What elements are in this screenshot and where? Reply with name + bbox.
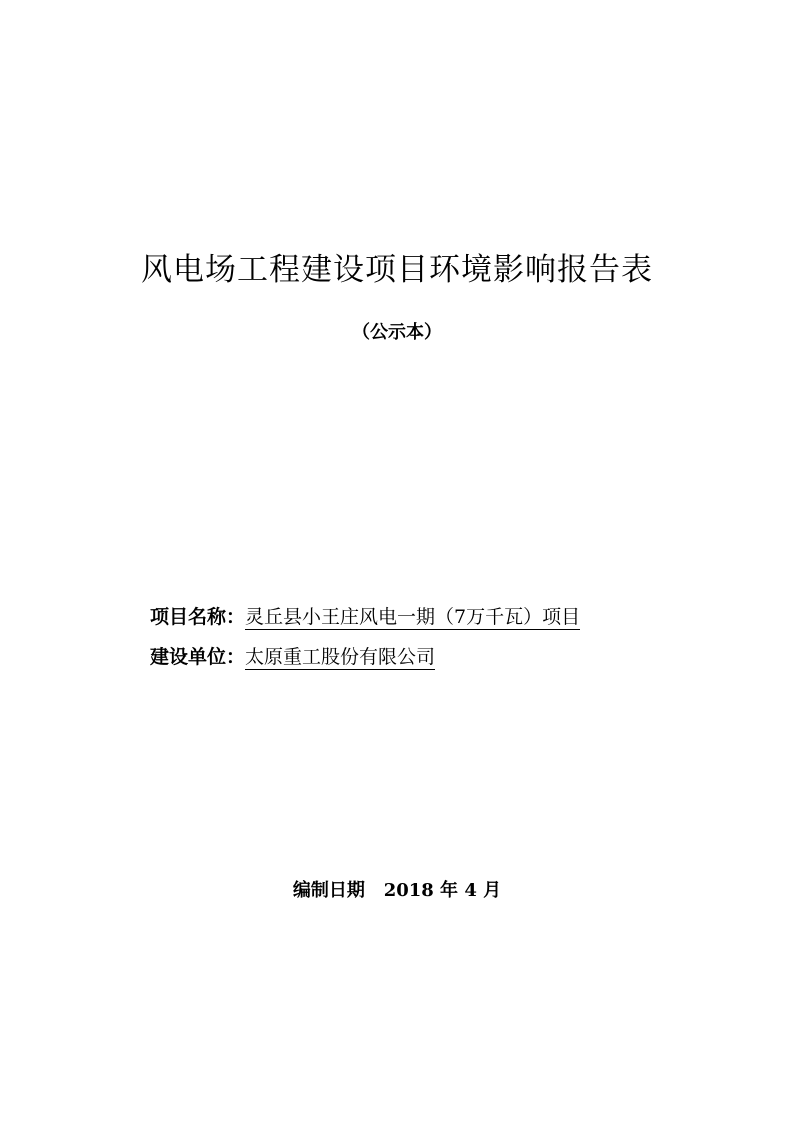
project-name-value: 灵丘县小王庄风电一期（7万千瓦）项目 xyxy=(245,606,581,628)
document-title: 风电场工程建设项目环境影响报告表 xyxy=(141,252,653,288)
project-name-label: 项目名称： xyxy=(150,606,246,628)
compile-date-value: 2018 年 4 月 xyxy=(383,880,502,901)
construction-unit-value: 太原重工股份有限公司 xyxy=(245,646,436,668)
project-name-row xyxy=(150,604,580,630)
document-subtitle: （公示本） xyxy=(352,322,442,343)
compile-date-line xyxy=(0,876,794,902)
compile-date-label: 编制日期 xyxy=(292,880,365,901)
construction-unit-row xyxy=(150,644,435,670)
construction-unit-label: 建设单位： xyxy=(150,646,246,668)
